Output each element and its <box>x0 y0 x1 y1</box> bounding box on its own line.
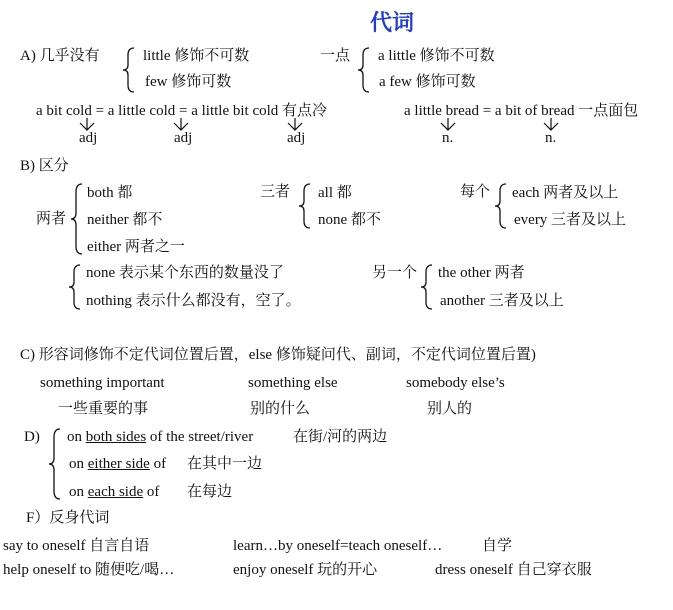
example-1: something important <box>40 375 165 391</box>
meige-label: 每个 <box>460 184 491 200</box>
brace-icon <box>122 47 136 93</box>
adj-label: adj <box>174 130 193 146</box>
lingyige-label: 另一个 <box>372 265 418 281</box>
reflexive-1b: learn…by oneself=teach oneself… <box>233 538 443 554</box>
brace-icon <box>298 183 312 229</box>
brace-icon <box>70 183 84 255</box>
reflexive-2a: help oneself to 随便吃/喝… <box>3 562 175 578</box>
brace-icon <box>357 47 371 93</box>
liangzhe-label: 两者 <box>36 211 67 227</box>
a-few-text: a few 修饰可数 <box>379 74 476 90</box>
phrase-both-sides-cn: 在街/河的两边 <box>293 429 388 445</box>
brace-icon <box>494 183 508 229</box>
example-2: something else <box>248 375 338 391</box>
reflexive-2b: enjoy oneself 玩的开心 <box>233 562 378 578</box>
adj-label: adj <box>79 130 98 146</box>
neither-text: neither 都不 <box>87 212 163 228</box>
example-3: somebody else’s <box>406 375 505 391</box>
brace-icon <box>68 264 82 310</box>
the-other-text: the other 两者 <box>438 265 525 281</box>
phrase-both-sides: on both sides of the street/river <box>67 429 254 445</box>
all-text: all 都 <box>318 185 352 201</box>
bread-text: a little bread = a bit of bread 一点面包 <box>404 103 639 119</box>
each-text: each 两者及以上 <box>512 185 619 201</box>
reflexive-1c: 自学 <box>482 538 513 554</box>
phrase-each-side: on each side of <box>69 484 160 500</box>
reflexive-2c: dress oneself 自己穿衣服 <box>435 562 592 578</box>
section-a-label: A) 几乎没有 <box>20 48 100 64</box>
example-3-cn: 别人的 <box>427 401 473 417</box>
nothing-desc-text: nothing 表示什么都没有，空了。 <box>86 293 301 309</box>
both-text: both 都 <box>87 185 133 201</box>
little-text: little 修饰不可数 <box>143 48 250 64</box>
section-c-label: C) 形容词修饰不定代词位置后置，else 修饰疑问代、副词，不定代词位置后置) <box>20 347 536 363</box>
example-2-cn: 别的什么 <box>250 401 311 417</box>
a-little-text: a little 修饰不可数 <box>378 48 495 64</box>
section-b-label: B) 区分 <box>20 158 69 174</box>
example-1-cn: 一些重要的事 <box>58 401 149 417</box>
none-sanzhe-text: none 都不 <box>318 212 381 228</box>
adj-label: adj <box>287 130 306 146</box>
n-label: n. <box>442 130 454 146</box>
brace-icon <box>420 264 434 310</box>
phrase-each-side-cn: 在每边 <box>187 484 233 500</box>
another-text: another 三者及以上 <box>440 293 564 309</box>
none-desc-text: none 表示某个东西的数量没了 <box>86 265 284 281</box>
yidian-label: 一点 <box>320 48 351 64</box>
brace-icon <box>48 428 62 500</box>
section-f-label: F）反身代词 <box>26 510 110 526</box>
n-label: n. <box>545 130 557 146</box>
bit-cold-text: a bit cold = a little cold = a little bit cold 有点冷 <box>36 103 328 119</box>
reflexive-1a: say to oneself 自言自语 <box>3 538 150 554</box>
phrase-either-side: on either side of <box>69 456 167 472</box>
section-d-label: D) <box>24 429 40 445</box>
either-text: either 两者之一 <box>87 239 185 255</box>
page-title: 代词 <box>370 10 415 35</box>
phrase-either-side-cn: 在其中一边 <box>187 456 263 472</box>
every-text: every 三者及以上 <box>514 212 627 228</box>
few-text: few 修饰可数 <box>145 74 232 90</box>
sanzhe-label: 三者 <box>260 184 291 200</box>
